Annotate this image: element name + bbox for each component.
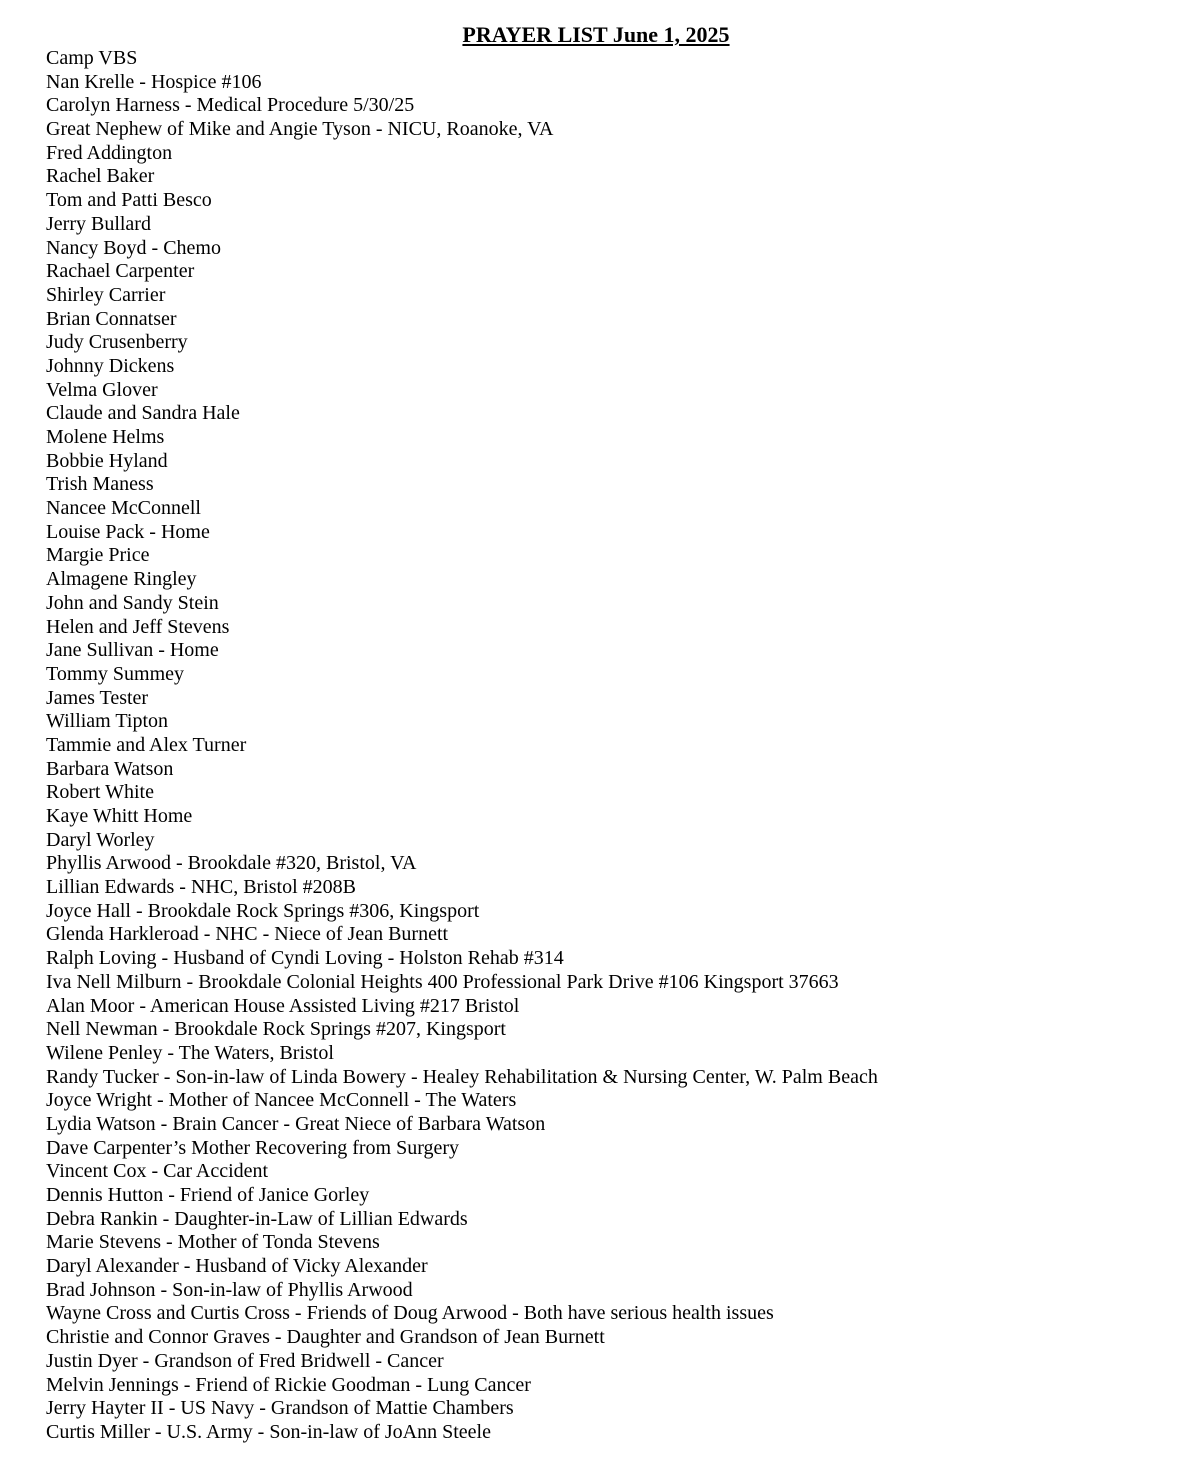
prayer-list-item: Claude and Sandra Hale bbox=[46, 402, 240, 425]
prayer-list-item: Fred Addington bbox=[46, 141, 173, 164]
prayer-list-item: Nancee McConnell bbox=[46, 497, 201, 520]
prayer-list-item: William Tipton bbox=[46, 710, 169, 733]
prayer-list-item: Tammie and Alex Turner bbox=[46, 733, 247, 756]
prayer-list-item: Molene Helms bbox=[46, 426, 165, 448]
prayer-list bbox=[46, 47, 878, 1445]
prayer-list-item: Trish Maness bbox=[46, 473, 154, 496]
prayer-list-item: Iva Nell Milburn - Brookdale Colonial Heights 400 Professional Park Drive #106 Kingsport 37663 bbox=[46, 970, 839, 993]
prayer-list-item: Marie Stevens - Mother of Tonda Stevens bbox=[46, 1231, 380, 1254]
prayer-list-item: Rachel Baker bbox=[46, 165, 155, 188]
prayer-list-item: John and Sandy Stein bbox=[46, 591, 219, 614]
prayer-list-item: Nancy Boyd - Chemo bbox=[46, 236, 221, 259]
prayer-list-item: Daryl Worley bbox=[46, 828, 155, 851]
prayer-list-item: Judy Crusenberry bbox=[46, 331, 188, 354]
prayer-list-item: Louise Pack - Home bbox=[46, 520, 210, 543]
prayer-list-item: Joyce Wright - Mother of Nancee McConnell - The Waters bbox=[46, 1089, 517, 1112]
prayer-list-item: Tommy Summey bbox=[46, 662, 185, 685]
prayer-list-item: Wilene Penley - The Waters, Bristol bbox=[46, 1041, 334, 1064]
prayer-list-item: Melvin Jennings - Friend of Rickie Goodman - Lung Cancer bbox=[46, 1373, 531, 1396]
prayer-list-item: Rachael Carpenter bbox=[46, 260, 195, 283]
prayer-list-item: Bobbie Hyland bbox=[46, 449, 168, 472]
prayer-list-item: Wayne Cross and Curtis Cross - Friends of Doug Arwood - Both have serious health issues bbox=[46, 1302, 774, 1325]
prayer-list-item: Dave Carpenter’s Mother Recovering from Surgery bbox=[46, 1136, 460, 1159]
prayer-list-item: Kaye Whitt Home bbox=[46, 805, 193, 827]
prayer-list-item: Robert White bbox=[46, 781, 154, 804]
prayer-list-item: Joyce Hall - Brookdale Rock Springs #306, Kingsport bbox=[46, 899, 480, 922]
prayer-list-item: Brian Connatser bbox=[46, 307, 177, 330]
prayer-list-item: Glenda Harkleroad - NHC - Niece of Jean Burnett bbox=[46, 923, 449, 946]
prayer-list-item: Debra Rankin - Daughter-in-Law of Lillian Edwards bbox=[46, 1207, 468, 1230]
prayer-list-item: Nan Krelle - Hospice #106 bbox=[46, 70, 262, 93]
prayer-list-item: Barbara Watson bbox=[46, 757, 174, 780]
page-title: PRAYER LIST June 1, 2025 bbox=[462, 22, 730, 47]
prayer-list-item: Phyllis Arwood - Brookdale #320, Bristol, VA bbox=[46, 852, 417, 875]
prayer-list-item: Shirley Carrier bbox=[46, 283, 166, 306]
prayer-list-item: Nell Newman - Brookdale Rock Springs #207, Kingsport bbox=[46, 1018, 506, 1041]
prayer-list-item: Velma Glover bbox=[46, 378, 158, 401]
prayer-list-item: Christie and Connor Graves - Daughter and Grandson of Jean Burnett bbox=[46, 1326, 605, 1349]
prayer-list-item: Johnny Dickens bbox=[46, 354, 175, 377]
prayer-list-item: Almagene Ringley bbox=[46, 568, 197, 591]
prayer-list-item: Jane Sullivan - Home bbox=[46, 639, 219, 662]
prayer-list-item: Curtis Miller - U.S. Army - Son-in-law of JoAnn Steele bbox=[46, 1420, 491, 1443]
prayer-list-item: Helen and Jeff Stevens bbox=[46, 615, 230, 638]
prayer-list-item: Great Nephew of Mike and Angie Tyson - NICU, Roanoke, VA bbox=[46, 118, 554, 141]
prayer-list-item: Randy Tucker - Son-in-law of Linda Bowery - Healey Rehabilitation & Nursing Center, W. Palm Beach bbox=[46, 1065, 878, 1088]
prayer-list-item: Camp VBS bbox=[46, 47, 138, 69]
prayer-list-item: James Tester bbox=[46, 686, 149, 709]
prayer-list-item: Justin Dyer - Grandson of Fred Bridwell - Cancer bbox=[46, 1349, 444, 1372]
prayer-list-item: Jerry Bullard bbox=[46, 212, 151, 235]
prayer-list-item: Ralph Loving - Husband of Cyndi Loving - Holston Rehab #314 bbox=[46, 947, 564, 970]
prayer-list-item: Vincent Cox - Car Accident bbox=[46, 1160, 269, 1183]
prayer-list-item: Daryl Alexander - Husband of Vicky Alexander bbox=[46, 1255, 428, 1278]
prayer-list-item: Lydia Watson - Brain Cancer - Great Niece of Barbara Watson bbox=[46, 1112, 546, 1135]
prayer-list-item: Jerry Hayter II - US Navy - Grandson of Mattie Chambers bbox=[46, 1397, 514, 1420]
prayer-list-item: Dennis Hutton - Friend of Janice Gorley bbox=[46, 1184, 370, 1206]
prayer-list-item: Alan Moor - American House Assisted Living #217 Bristol bbox=[46, 994, 520, 1017]
prayer-list-item: Brad Johnson - Son-in-law of Phyllis Arwood bbox=[46, 1278, 413, 1301]
prayer-list-item: Tom and Patti Besco bbox=[46, 189, 212, 212]
prayer-list-item: Lillian Edwards - NHC, Bristol #208B bbox=[46, 876, 356, 899]
prayer-list-item: Carolyn Harness - Medical Procedure 5/30/25 bbox=[46, 94, 415, 117]
prayer-list-item: Margie Price bbox=[46, 544, 150, 567]
